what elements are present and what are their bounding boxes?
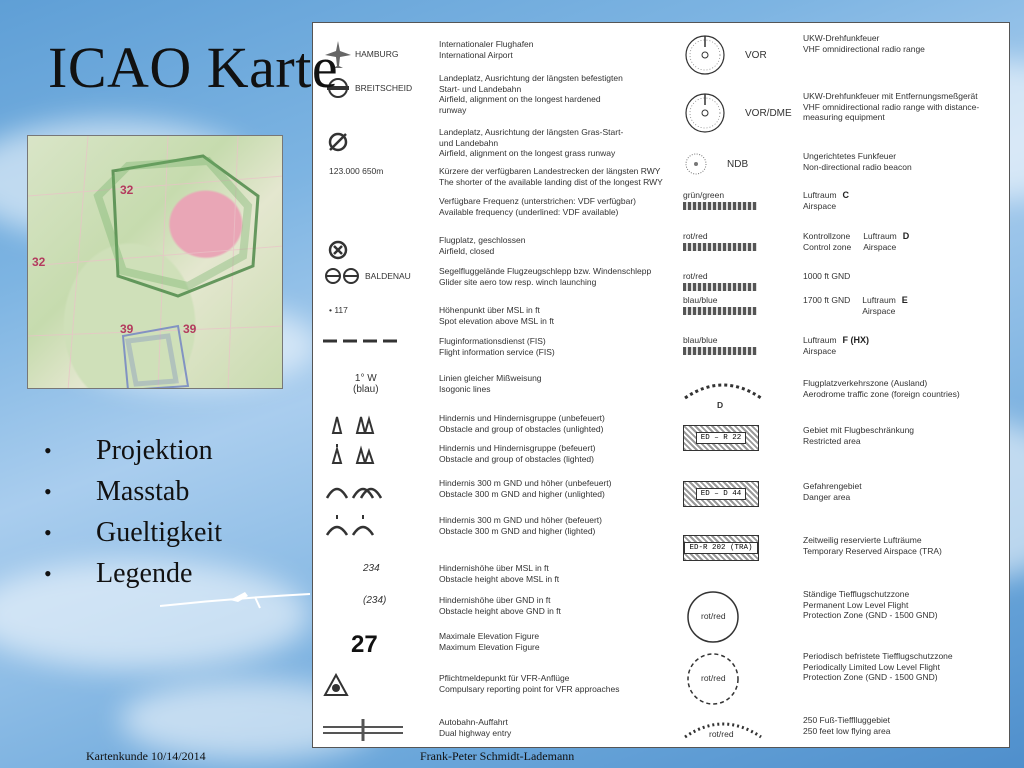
legend-description: Autobahn-Auffahrt Dual highway entry: [439, 717, 512, 738]
legend-symbol-label: rot/red: [701, 611, 726, 621]
legend-description: [795, 91, 979, 123]
legend-description: [795, 231, 909, 252]
bullet-list: [44, 430, 222, 594]
footer-left: Kartenkunde 10/14/2014: [86, 749, 206, 763]
legend-symbol-label: 234: [363, 563, 380, 574]
legend-row: [323, 305, 683, 326]
legend-symbol: [683, 589, 795, 645]
legend-symbol: [683, 190, 795, 210]
legend-symbol: [683, 151, 795, 177]
airspace-class-label: E: [901, 295, 908, 305]
airspace-class-label: C: [842, 190, 850, 200]
legend-symbol: [683, 91, 795, 135]
restricted-area-box: [683, 535, 759, 561]
legend-row: [323, 478, 683, 500]
legend-symbol: [323, 373, 429, 395]
legend-description: Landeplatz, Ausrichtung der längsten Gras-Start- und Landebahn Airfield, alignment on the longest grass runway: [439, 127, 624, 158]
legend-symbol-label: ED – D 44: [696, 488, 747, 500]
bullet-icon: •: [44, 519, 52, 545]
legend-row: [323, 443, 683, 465]
legend-description: Hindernishöhe über MSL in ft Obstacle height above MSL in ft: [439, 563, 560, 584]
atz-arc-icon: [683, 378, 763, 400]
legend-symbol-label: rot/red: [701, 673, 726, 683]
legend-row: [323, 336, 683, 357]
legend-row: [323, 166, 683, 187]
legend-symbol-label: blau/blue: [683, 295, 718, 305]
map-label: 39: [183, 322, 197, 336]
legend-description: Landeplatz, Ausrichtung der längsten befestigten Start- und Landebahn Airfield, alignment on the longest hardened runway: [439, 73, 623, 115]
legend-symbol-label: NDB: [727, 158, 749, 170]
airspace-boundary-line: [683, 283, 757, 291]
legend-row: [323, 595, 683, 616]
legend-symbol-label: 123.000 650m: [329, 166, 384, 176]
legend-row: [683, 271, 1003, 291]
legend-symbol-label: (234): [363, 595, 387, 606]
legend-row: [683, 651, 1003, 707]
legend-symbol-label: BREITSCHEID: [355, 83, 413, 93]
legend-description: Maximale Elevation Figure Maximum Elevation Figure: [439, 631, 540, 652]
legend-symbol: [323, 39, 429, 69]
legend-symbol: [683, 295, 795, 315]
legend-symbol-label: blau/blue: [683, 335, 718, 345]
legend-symbol-label: ED – R 22: [696, 432, 747, 444]
legend-symbol-label: ED-R 202 (TRA): [684, 542, 757, 554]
legend-row: [683, 425, 1003, 451]
legend-symbol: [323, 413, 429, 435]
legend-symbol: [683, 535, 795, 561]
legend-row: [683, 535, 1003, 561]
legend-row: [683, 151, 1003, 177]
legend-symbol-label: 1° W (blau): [353, 373, 379, 395]
restricted-area-box: [683, 425, 759, 451]
legend-symbol-label: • 117: [329, 305, 348, 315]
legend-symbol: [323, 305, 429, 315]
airspace-class-label: F (HX): [842, 335, 870, 345]
bullet-icon: •: [44, 437, 52, 463]
legend-row: [323, 235, 683, 265]
legend-symbol-label: rot/red: [683, 231, 708, 241]
legend-symbol: [323, 266, 429, 286]
legend-symbol: [323, 235, 429, 265]
legend-symbol: [683, 481, 795, 507]
legend-description: Fluginformationsdienst (FIS) Flight information service (FIS): [439, 336, 555, 357]
legend-row: [683, 33, 1003, 77]
legend-description: [795, 271, 850, 282]
airspace-boundary-line: [683, 202, 757, 210]
legend-row: [683, 378, 1003, 410]
legend-description-text: Zeitweilig reservierte Lufträume Temporary Reserved Airspace (TRA): [803, 535, 942, 556]
map-label: 32: [120, 183, 134, 197]
legend-description-text: UKW-Drehfunkfeuer VHF omnidirectional radio range: [803, 33, 925, 54]
legend-description: [795, 190, 849, 211]
compass-rose-icon: [683, 91, 727, 135]
bullet-icon: •: [44, 560, 52, 586]
legend-row: [683, 335, 1003, 356]
legend-row: [683, 91, 1003, 135]
legend-description-text: Luftraum Airspace: [803, 190, 837, 211]
map-thumbnail: [27, 135, 283, 389]
legend-description: Hindernis 300 m GND und höher (befeuert) Obstacle 300 m GND and higher (lighted): [439, 515, 602, 536]
airspace-boundary-line: [683, 307, 757, 315]
legend-description: [795, 651, 953, 683]
legend-row: [323, 373, 683, 395]
legend-row: [323, 73, 683, 115]
legend-row: [323, 631, 683, 659]
legend-description-text: Flugplatzverkehrszone (Ausland) Aerodrome traffic zone (foreign countries): [803, 378, 960, 399]
legend-description: [795, 378, 960, 399]
map-label: 32: [32, 255, 46, 269]
legend-description-text: 1000 ft GND: [803, 271, 851, 281]
legend-row: [683, 295, 1003, 316]
legend-description-text: 1700 ft GND: [803, 295, 851, 305]
legend-symbol: [683, 378, 795, 410]
legend-row: [323, 266, 683, 287]
legend-row: [683, 190, 1003, 211]
legend-description: Kürzere der verfügbaren Landestrecken der längsten RWY The shorter of the available landing dist of the longest RWY: [439, 166, 663, 187]
legend-description: [795, 715, 890, 736]
legend-row: [323, 515, 683, 537]
legend-description: Pflichtmeldepunkt für VFR-Anflüge Compulsary reporting point for VFR approaches: [439, 673, 620, 694]
airspace-boundary-line: [683, 347, 757, 355]
map-label: 39: [120, 322, 134, 336]
legend-description-text: Luftraum Airspace: [862, 295, 896, 316]
list-item: • Masstab: [44, 475, 190, 507]
restricted-area-box: [683, 481, 759, 507]
legend-symbol: [683, 231, 795, 251]
legend-description: Hindernis und Hindernisgruppe (unbefeuert) Obstacle and group of obstacles (unlighted): [439, 413, 605, 434]
legend-symbol-label: grün/green: [683, 190, 725, 200]
list-item: • Projektion: [44, 434, 213, 466]
legend-symbol: [323, 595, 429, 606]
legend-panel: [312, 22, 1010, 748]
legend-description: [795, 481, 862, 502]
map-image: [28, 136, 283, 389]
legend-description-text: Periodisch befristete Tiefflugschutzzone Periodically Limited Low Level Flight Protection Zone (GND - 1500 GND): [803, 651, 953, 682]
bullet-icon: •: [44, 478, 52, 504]
legend-symbol: [683, 651, 795, 707]
legend-symbol: [323, 443, 429, 465]
legend-symbol: [683, 335, 795, 355]
legend-symbol: [323, 336, 429, 346]
legend-row: [323, 563, 683, 584]
legend-description: Hindernis und Hindernisgruppe (befeuert) Obstacle and group of obstacles (lighted): [439, 443, 596, 464]
legend-row: [683, 231, 1003, 252]
legend-symbol: [323, 478, 429, 500]
legend-description: Linien gleicher Mißweisung Isogonic lines: [439, 373, 542, 394]
legend-symbol: [323, 127, 429, 157]
legend-row: [323, 717, 683, 741]
compass-rose-icon: [683, 33, 727, 77]
ndb-icon: [683, 151, 709, 177]
legend-symbol-label: 27: [351, 631, 378, 658]
legend-symbol: [323, 717, 429, 741]
footer-author: Frank-Peter Schmidt-Lademann: [420, 749, 575, 763]
legend-description-text: Gefahrengebiet Danger area: [803, 481, 862, 502]
airspace-boundary-line: [683, 243, 757, 251]
legend-description-text: UKW-Drehfunkfeuer mit Entfernungsmeßgerät VHF omnidirectional radio range with distance- measuring equipment: [803, 91, 980, 122]
legend-symbol: [323, 515, 429, 537]
legend-description-text: Kontrollzone Control zone: [803, 231, 852, 252]
legend-description: [795, 589, 938, 621]
legend-description: [795, 295, 908, 316]
legend-row: [323, 196, 683, 217]
legend-symbol: [323, 166, 429, 176]
legend-description: Flugplatz, geschlossen Airfield, closed: [439, 235, 526, 256]
legend-description-text: Ständige Tiefflugschutzzone Permanent Low Level Flight Protection Zone (GND - 1500 GND): [803, 589, 938, 620]
legend-symbol: [683, 271, 795, 291]
legend-description: Internationaler Flughafen International Airport: [439, 39, 534, 60]
legend-description: Hindernishöhe über GND in ft Obstacle height above GND in ft: [439, 595, 561, 616]
legend-row: [683, 589, 1003, 645]
legend-symbol-label: BALDENAU: [365, 271, 411, 281]
legend-symbol: [323, 631, 429, 659]
legend-symbol-label: VOR: [745, 49, 767, 61]
legend-row: [323, 127, 683, 159]
legend-description: Verfügbare Frequenz (unterstrichen: VDF verfügbar) Available frequency (underlined: VDF available): [439, 196, 637, 217]
legend-description-text: Ungerichtetes Funkfeuer Non-directional radio beacon: [803, 151, 912, 172]
legend-description: Hindernis 300 m GND und höher (unbefeuert) Obstacle 300 m GND and higher (unlighted): [439, 478, 612, 499]
legend-description: [795, 33, 925, 54]
legend-symbol: [683, 425, 795, 451]
legend-row: [683, 715, 1003, 739]
legend-symbol: [323, 73, 429, 103]
legend-row: [323, 673, 683, 699]
airspace-class-label: D: [902, 231, 910, 241]
legend-symbol: [683, 33, 795, 77]
slide-title: ICAO Karte: [48, 35, 339, 100]
legend-symbol: [323, 563, 429, 574]
legend-symbol: [683, 715, 795, 739]
legend-description-text: Luftraum Airspace: [803, 335, 837, 356]
legend-description: Höhenpunkt über MSL in ft Spot elevation above MSL in ft: [439, 305, 554, 326]
legend-description: [795, 535, 942, 556]
legend-description: [795, 335, 869, 356]
legend-symbol-label: rot/red: [683, 271, 708, 281]
legend-symbol: [323, 673, 429, 699]
legend-description-text: Luftraum Airspace: [863, 231, 897, 252]
legend-symbol-label: HAMBURG: [355, 49, 399, 59]
legend-symbol-label: VOR/DME: [745, 107, 792, 119]
legend-row: [323, 39, 683, 69]
legend-row: [323, 413, 683, 435]
legend-description-text: Gebiet mit Flugbeschränkung Restricted area: [803, 425, 915, 446]
legend-symbol-label: D: [717, 400, 724, 410]
legend-symbol-label: rot/red: [709, 729, 734, 739]
list-item: • Gueltigkeit: [44, 516, 222, 548]
list-item: • Legende: [44, 557, 193, 589]
legend-description: [795, 425, 914, 446]
legend-description: [795, 151, 912, 172]
legend-row: [683, 481, 1003, 507]
legend-description-text: 250 Fuß-Tiefflluggebiet 250 feet low flying area: [803, 715, 891, 736]
legend-description: Segelfluggelände Flugzeugschlepp bzw. Windenschlepp Glider site aero tow resp. winch launching: [439, 266, 652, 287]
